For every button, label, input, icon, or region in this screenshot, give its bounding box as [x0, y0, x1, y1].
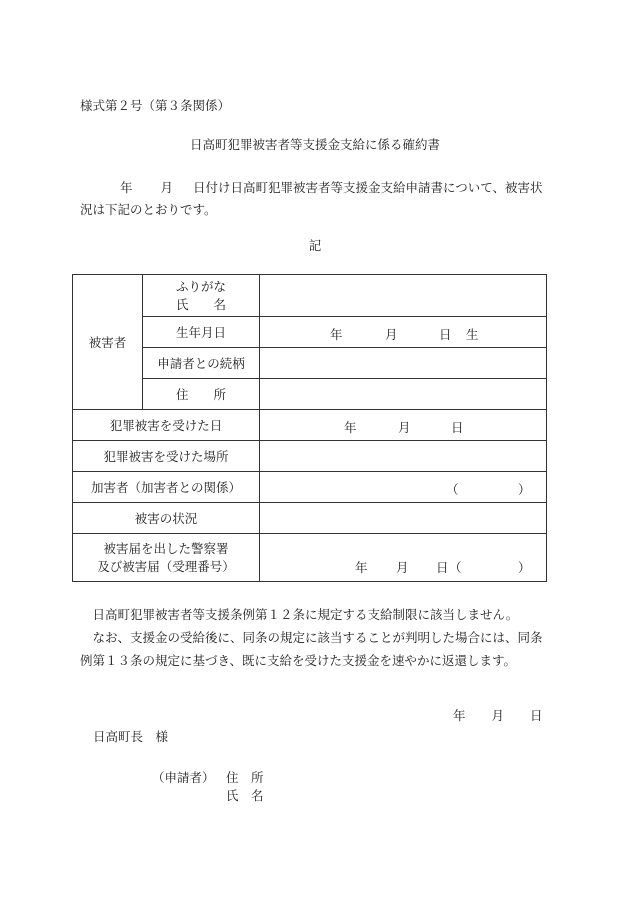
police-month: 月	[396, 560, 409, 575]
name-label-cell	[143, 275, 260, 317]
address-value-field[interactable]	[260, 379, 547, 410]
table-row	[73, 441, 547, 472]
intro-text: 日付け日高町犯罪被害者等支援金支給申請書について、被害状況は下記のとおりです。	[80, 180, 543, 217]
crime-place-label: 犯罪被害を受けた場所	[73, 441, 260, 472]
perpetrator-label: 加害者（加害者との関係）	[73, 472, 260, 503]
date-year: 年	[453, 708, 466, 723]
police-paren-close: ）	[518, 560, 531, 575]
birthdate-label: 生年月日	[143, 317, 260, 348]
table-row	[73, 410, 547, 441]
perpetrator-paren-close: ）	[518, 482, 531, 497]
document-title: 日高町犯罪被害者等支援金支給に係る確約書	[189, 137, 440, 152]
police-label-line1: 被害届を出した警察署	[103, 540, 229, 556]
form-number: 様式第２号（第３条関係）	[80, 98, 231, 113]
birth-day: 日	[439, 327, 452, 342]
pledge-paragraph-2: なお、支援金の受給後に、同条の規定に該当することが判明した場合には、同条例第１３条の規定に基づき、既に支給を受けた支援金を速やかに返還します。	[80, 630, 543, 668]
crime-year: 年	[344, 420, 357, 435]
date-month: 月	[491, 708, 505, 723]
applicant-name-label: 氏 名	[226, 788, 264, 803]
crime-date-value-field[interactable]	[260, 410, 547, 441]
ki-heading: 記	[308, 238, 322, 253]
crime-date-label: 犯罪被害を受けた日	[73, 410, 260, 441]
pledge-paragraph-1: 日高町犯罪被害者等支援条例第１２条に規定する支給制限に該当しません。	[92, 607, 519, 622]
intro-paragraph	[80, 177, 550, 221]
applicant-address-label: 住 所	[226, 770, 264, 785]
pledge-text	[80, 603, 550, 672]
date-line	[453, 706, 543, 724]
table-row	[73, 317, 547, 348]
birth-month: 月	[385, 327, 398, 342]
relation-value-field[interactable]	[260, 348, 547, 379]
table-row	[73, 472, 547, 503]
perpetrator-value-field[interactable]	[260, 472, 547, 503]
name-label: 氏 名	[175, 296, 226, 312]
police-paren-open: （	[449, 560, 462, 575]
name-value-field[interactable]	[260, 275, 547, 317]
relation-label: 申請者との続柄	[143, 348, 260, 379]
police-value-field[interactable]	[260, 534, 547, 582]
police-year: 年	[355, 560, 368, 575]
crime-month: 月	[398, 420, 411, 435]
birthdate-value-field[interactable]	[260, 317, 547, 348]
birth-year: 年	[330, 327, 343, 342]
police-label-line2: 及び被害届（受理番号）	[97, 558, 235, 574]
table-row	[73, 534, 547, 582]
police-label-cell	[73, 534, 260, 582]
addressee: 日高町長 様	[93, 729, 169, 744]
victim-info-table	[72, 274, 547, 582]
address-label: 住 所	[143, 379, 260, 410]
crime-place-value-field[interactable]	[260, 441, 547, 472]
applicant-label: （申請者）	[152, 770, 215, 785]
date-day: 日	[530, 708, 543, 723]
table-row	[73, 348, 547, 379]
police-day: 日	[436, 560, 449, 575]
perpetrator-paren-open: （	[446, 482, 459, 497]
table-row	[73, 379, 547, 410]
crime-day: 日	[451, 420, 464, 435]
damage-label: 被害の状況	[73, 503, 260, 534]
intro-month: 月	[160, 180, 174, 195]
damage-value-field[interactable]	[260, 503, 547, 534]
table-row	[73, 275, 547, 317]
table-row	[73, 503, 547, 534]
intro-year: 年	[120, 180, 133, 195]
furigana-label: ふりがな	[175, 278, 226, 294]
victim-header: 被害者	[73, 275, 143, 410]
birth-suffix: 生	[466, 327, 479, 342]
